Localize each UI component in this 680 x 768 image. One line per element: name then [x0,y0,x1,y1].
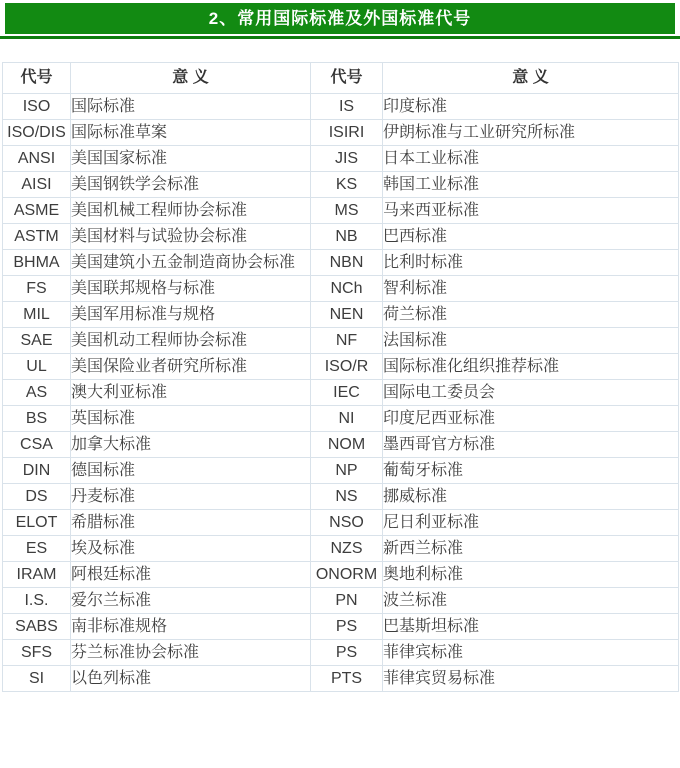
meaning-cell: 巴西标准 [383,224,679,250]
meaning-cell: 葡萄牙标准 [383,458,679,484]
meaning-cell: 荷兰标准 [383,302,679,328]
standards-codes-table [2,62,679,692]
table-header-row [3,63,679,94]
meaning-cell: 美国建筑小五金制造商协会标准 [71,250,311,276]
meaning-cell: 国际电工委员会 [383,380,679,406]
meaning-cell: 德国标准 [71,458,311,484]
table-row [3,640,679,666]
meaning-cell: 国际标准化组织推荐标准 [383,354,679,380]
table-row [3,588,679,614]
code-cell: ES [3,536,71,562]
code-cell: IS [311,94,383,120]
section-title: 2、常用国际标准及外国标准代号 [208,9,472,28]
code-cell: PN [311,588,383,614]
table-row [3,224,679,250]
code-cell: ISIRI [311,120,383,146]
table-row [3,94,679,120]
meaning-cell: 尼日利亚标准 [383,510,679,536]
table-row [3,172,679,198]
code-cell: IRAM [3,562,71,588]
code-cell: ISO/R [311,354,383,380]
meaning-cell: 印度尼西亚标准 [383,406,679,432]
code-cell: NSO [311,510,383,536]
section-title-banner [5,3,675,34]
meaning-cell: 美国保险业者研究所标准 [71,354,311,380]
meaning-cell: 菲律宾贸易标准 [383,666,679,692]
table-row [3,302,679,328]
meaning-cell: 美国联邦规格与标准 [71,276,311,302]
meaning-cell: 马来西亚标准 [383,198,679,224]
code-cell: PTS [311,666,383,692]
meaning-cell: 韩国工业标准 [383,172,679,198]
table-row [3,146,679,172]
table-row [3,198,679,224]
code-cell: NZS [311,536,383,562]
meaning-cell: 加拿大标准 [71,432,311,458]
code-cell: SI [3,666,71,692]
meaning-cell: 美国机械工程师协会标准 [71,198,311,224]
meaning-cell: 印度标准 [383,94,679,120]
code-cell: NP [311,458,383,484]
code-cell: KS [311,172,383,198]
meaning-cell: 埃及标准 [71,536,311,562]
table-row [3,666,679,692]
meaning-cell: 阿根廷标准 [71,562,311,588]
table-row [3,536,679,562]
code-cell: BHMA [3,250,71,276]
meaning-cell: 爱尔兰标准 [71,588,311,614]
code-cell: ISO/DIS [3,120,71,146]
meaning-cell: 国际标准 [71,94,311,120]
table-row [3,250,679,276]
code-cell: CSA [3,432,71,458]
meaning-cell: 美国军用标准与规格 [71,302,311,328]
meaning-cell: 美国材料与试验协会标准 [71,224,311,250]
meaning-cell: 巴基斯坦标准 [383,614,679,640]
table-row [3,354,679,380]
code-cell: BS [3,406,71,432]
code-cell: NF [311,328,383,354]
header-code-left: 代号 [3,63,71,94]
meaning-cell: 澳大利亚标准 [71,380,311,406]
code-cell: UL [3,354,71,380]
meaning-cell: 南非标准规格 [71,614,311,640]
meaning-cell: 国际标准草案 [71,120,311,146]
code-cell: SFS [3,640,71,666]
meaning-cell: 墨西哥官方标准 [383,432,679,458]
meaning-cell: 英国标准 [71,406,311,432]
header-meaning-right: 意 义 [383,63,679,94]
code-cell: NB [311,224,383,250]
meaning-cell: 美国钢铁学会标准 [71,172,311,198]
code-cell: FS [3,276,71,302]
code-cell: ASME [3,198,71,224]
code-cell: I.S. [3,588,71,614]
code-cell: NS [311,484,383,510]
table-row [3,406,679,432]
header-meaning-left: 意 义 [71,63,311,94]
code-cell: JIS [311,146,383,172]
code-cell: NI [311,406,383,432]
meaning-cell: 法国标准 [383,328,679,354]
banner-underline [0,36,680,39]
table-row [3,432,679,458]
meaning-cell: 奥地利标准 [383,562,679,588]
code-cell: ELOT [3,510,71,536]
code-cell: NEN [311,302,383,328]
meaning-cell: 比利时标准 [383,250,679,276]
table-row [3,120,679,146]
table-row [3,510,679,536]
table-row [3,328,679,354]
code-cell: NOM [311,432,383,458]
meaning-cell: 智利标准 [383,276,679,302]
meaning-cell: 美国机动工程师协会标准 [71,328,311,354]
code-cell: ANSI [3,146,71,172]
meaning-cell: 丹麦标准 [71,484,311,510]
meaning-cell: 美国国家标准 [71,146,311,172]
code-cell: PS [311,614,383,640]
meaning-cell: 挪威标准 [383,484,679,510]
header-code-right: 代号 [311,63,383,94]
meaning-cell: 以色列标准 [71,666,311,692]
code-cell: DS [3,484,71,510]
table-row [3,484,679,510]
code-cell: MIL [3,302,71,328]
code-cell: NBN [311,250,383,276]
code-cell: SAE [3,328,71,354]
table-row [3,380,679,406]
code-cell: ONORM [311,562,383,588]
meaning-cell: 芬兰标准协会标准 [71,640,311,666]
code-cell: NCh [311,276,383,302]
meaning-cell: 希腊标准 [71,510,311,536]
code-cell: IEC [311,380,383,406]
meaning-cell: 新西兰标准 [383,536,679,562]
table-row [3,276,679,302]
code-cell: ASTM [3,224,71,250]
code-cell: ISO [3,94,71,120]
code-cell: AS [3,380,71,406]
standards-table-body [3,94,679,692]
table-row [3,562,679,588]
meaning-cell: 波兰标准 [383,588,679,614]
code-cell: AISI [3,172,71,198]
meaning-cell: 日本工业标准 [383,146,679,172]
meaning-cell: 伊朗标准与工业研究所标准 [383,120,679,146]
code-cell: SABS [3,614,71,640]
code-cell: PS [311,640,383,666]
table-row [3,458,679,484]
code-cell: DIN [3,458,71,484]
code-cell: MS [311,198,383,224]
meaning-cell: 菲律宾标准 [383,640,679,666]
table-row [3,614,679,640]
